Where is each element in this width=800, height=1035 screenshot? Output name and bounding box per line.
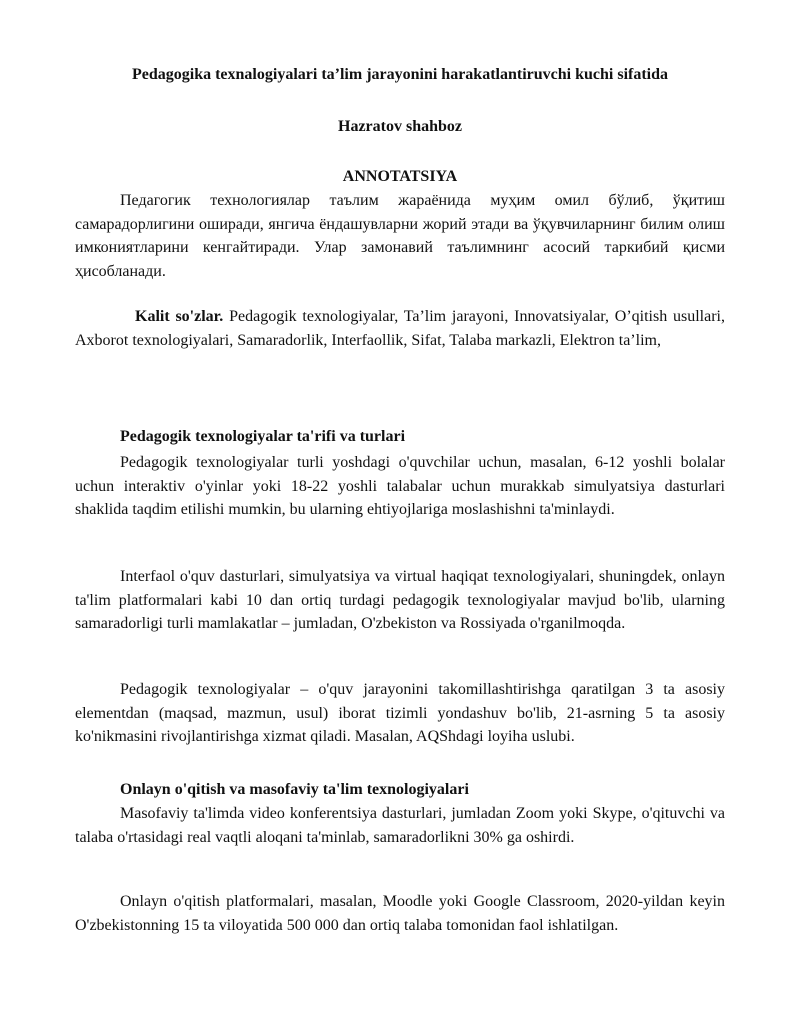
- section-heading-types: Pedagogik texnologiyalar ta'rifi va turlari: [120, 428, 406, 445]
- document-title: Pedagogika texnalogiyalari ta’lim jarayonini harakatlantiruvchi kuchi sifatida: [131, 66, 669, 83]
- section1-paragraph-1: Pedagogik texnologiyalar turli yoshdagi o'quvchilar uchun, masalan, 6-12 yoshli bolalar uchun interaktiv o'yinlar yoki 18-22 yoshli talabalar uchun murakkab simulyatsiya dasturlari shaklida taqdim etilishi mumkin, bu ularning ehtiyojlariga moslashishni ta'minlaydi.: [75, 454, 725, 518]
- section1-paragraph-2: Interfaol o'quv dasturlari, simulyatsiya va virtual haqiqat texnologiyalari, shuningdek, onlayn ta'lim platformalari kabi 10 dan ortiq turdagi pedagogik texnologiyalar mavjud bo'lib, ularning samaradorligi turli mamlakatlar – jumladan, O'zbekiston va Rossiyada o'rganilmoqda.: [75, 568, 725, 632]
- section2-paragraph-2: Onlayn o'qitish platformalari, masalan, Moodle yoki Google Classroom, 2020-yildan keyin O'zbekistonning 15 ta viloyatida 500 000 dan ortiq talaba tomonidan faol ishlatilgan.: [75, 893, 725, 934]
- keywords-label: Kalit so'zlar.: [135, 308, 224, 325]
- annotation-text: Педагогик технологиялар таълим жараёнида муҳим омил бўлиб, ўқитиш самарадорлигини оширади, янгича ёндашувларни жорий этади ва ўқувчиларнинг билим олиш имкониятларини кенгайтиради. Улар замонавий таълимнинг асосий таркибий қисми ҳисобланади.: [75, 192, 725, 280]
- section-heading-online: Onlayn o'qitish va masofaviy ta'lim texnologiyalari: [120, 781, 469, 798]
- keywords-text: Pedagogik texnologiyalar, Ta’lim jarayoni, Innovatsiyalar, O’qitish usullari, Axborot texnologiyalari, Samaradorlik, Interfaollik, Sifat, Talaba markazli, Elektron ta’lim,: [75, 308, 726, 349]
- annotation-heading: ANNOTATSIYA: [342, 168, 458, 185]
- section2-paragraph-1: Masofaviy ta'limda video konferentsiya dasturlari, jumladan Zoom yoki Skype, o'qituvchi va talaba o'rtasidagi real vaqtli aloqani ta'minlab, samaradorlikni 30% ga oshirdi.: [75, 805, 725, 846]
- section1-paragraph-3: Pedagogik texnologiyalar – o'quv jarayonini takomillashtirishga qaratilgan 3 ta asosiy elementdan (maqsad, mazmun, usul) iborat tizimli yondashuv bo'lib, 21-asrning 5 ta asosiy ko'nikmasini rivojlantirishga xizmat qiladi. Masalan, AQShdagi loyiha uslubi.: [75, 681, 725, 745]
- keywords-paragraph: [75, 305, 725, 352]
- author-name: Hazratov shahboz: [338, 118, 462, 135]
